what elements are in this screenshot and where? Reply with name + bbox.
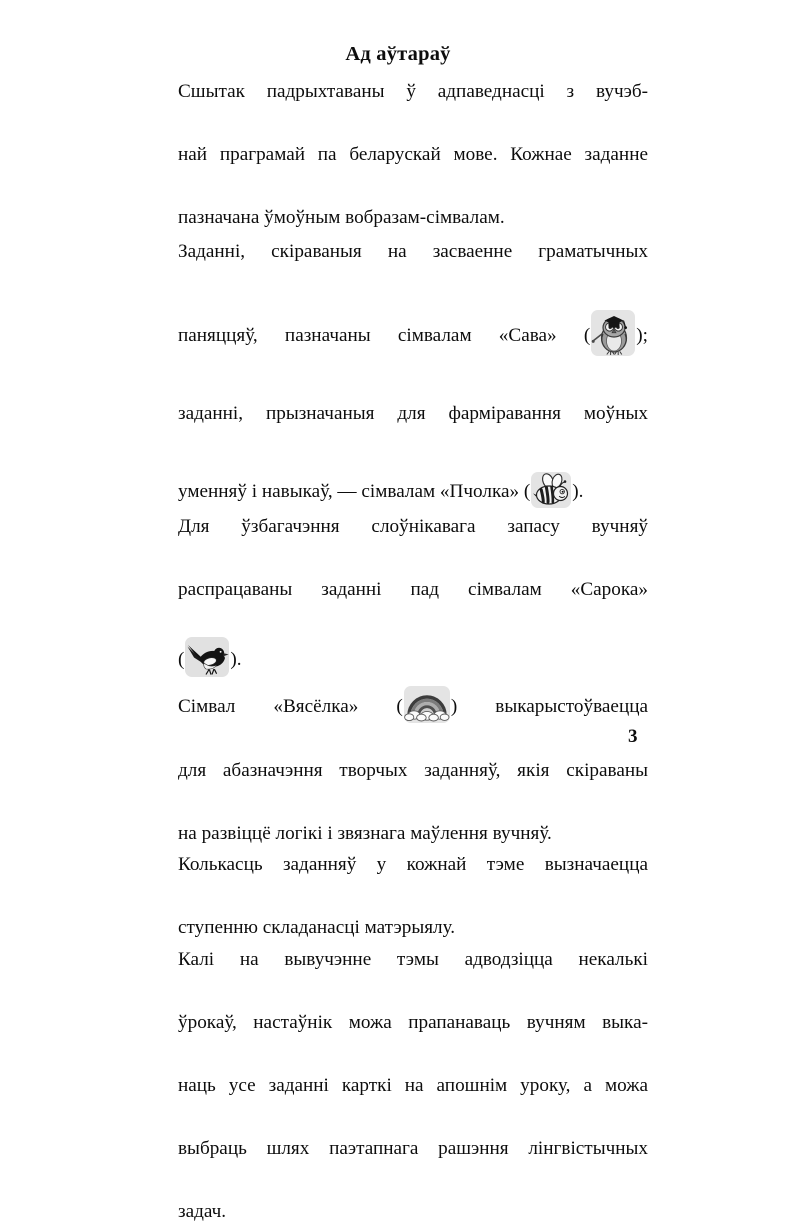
text-line: Заданні, скіраваныя на засваенне граматычных (178, 241, 648, 263)
page-content (148, 42, 648, 1227)
text-line-with-symbol (148, 310, 648, 395)
text-line: заданні, прызначаныя для фарміравання моўных (178, 402, 648, 424)
magpie-icon (185, 637, 229, 677)
text-run: ) выкарыстоўваецца (450, 696, 648, 718)
text-run: ). (230, 649, 242, 671)
text-line: пазначана ўмоўным вобразам-сімвалам. (178, 206, 505, 228)
page-number: 3 (628, 726, 638, 747)
text-line: Для ўзбагачэння слоўнікавага запасу вучняў (178, 516, 648, 538)
text-run: паняццяў, пазначаны сімвалам «Сава» ( (178, 325, 591, 347)
text-run: ( (178, 649, 185, 671)
bee-icon (531, 472, 571, 508)
page-title: Ад аўтараў (345, 43, 451, 65)
text-line-with-symbol (148, 472, 648, 512)
text-line-with-symbol (148, 686, 648, 755)
text-run: Сімвал «Вясёлка» ( (178, 696, 403, 718)
text-line: распрацаваны заданні пад сімвалам «Сарока» (178, 579, 648, 601)
rainbow-icon (404, 686, 450, 723)
text-line: най праграмай па беларускай мове. Кожнае заданне (178, 143, 648, 165)
paragraph-5 (148, 849, 648, 944)
text-line: Калі на вывучэнне тэмы адводзіцца некалькі (178, 948, 648, 970)
text-line-with-symbol (148, 637, 648, 677)
text-line: Колькасць заданняў у кожнай тэме вызначаецца (178, 854, 648, 876)
text-run: ); (636, 325, 648, 347)
text-run: ). (572, 480, 584, 502)
paragraph-6 (148, 944, 648, 1227)
text-line: Сшытак падрыхтаваны ў адпаведнасці з вучэб- (178, 80, 648, 102)
paragraph-4 (148, 686, 648, 849)
text-line: для абазначэння творчых заданняў, якія скіраваны (178, 759, 648, 781)
paragraph-3 (148, 511, 648, 677)
paragraph-1 (148, 76, 648, 234)
text-line: ўрокаў, настаўнік можа прапанаваць вучням выка- (178, 1011, 648, 1033)
paragraph-2 (148, 233, 648, 511)
text-line: наць усе заданні карткі на апошнім уроку, а можа (178, 1074, 648, 1096)
text-line: задач. (178, 1200, 227, 1222)
text-line: ступенню складанасці матэрыялу. (178, 917, 456, 939)
text-run: уменняў і навыкаў, — сімвалам «Пчолка» ( (178, 480, 531, 502)
owl-icon (591, 310, 635, 356)
text-line: на развіццё логікі і звязнага маўлення вучняў. (178, 822, 552, 844)
text-line: выбраць шлях паэтапнага рашэння лінгвістычных (178, 1137, 648, 1159)
